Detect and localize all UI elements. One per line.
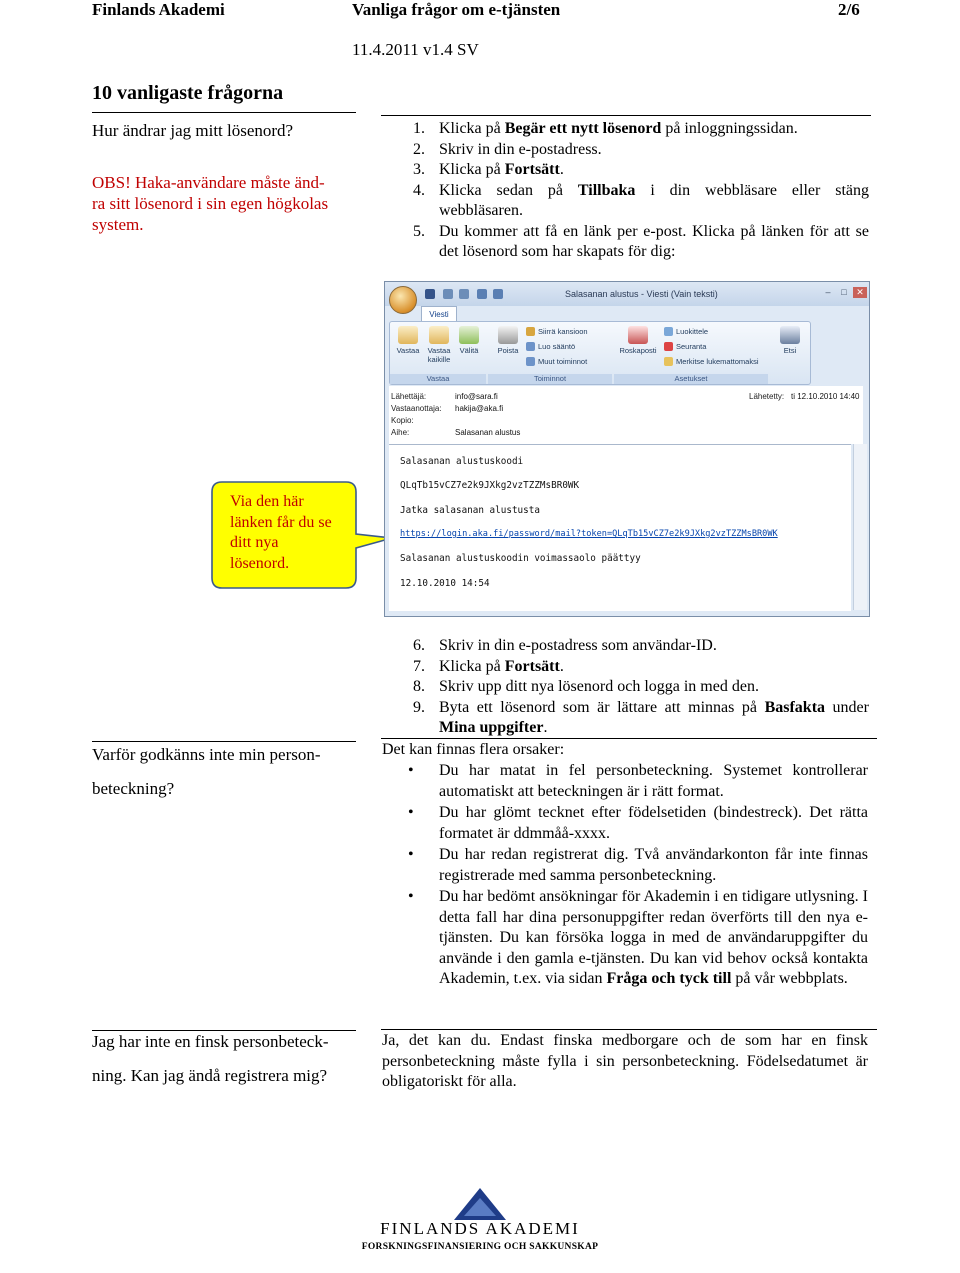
delete-button[interactable]: Poista <box>494 326 522 355</box>
email-screenshot <box>384 281 870 617</box>
from-value: info@sara.fi <box>455 392 498 401</box>
logo-name: FINLANDS AKADEMI <box>380 1219 580 1238</box>
q2-intro: Det kan finnas flera orsaker: <box>382 741 565 758</box>
header-version: 11.4.2011 v1.4 SV <box>352 40 479 59</box>
header-doc-title: Vanliga frågor om e-tjänsten <box>352 0 561 19</box>
find-button[interactable]: Etsi <box>776 326 804 355</box>
category-icon <box>664 327 673 336</box>
q2-question: Varför godkänns inte min person- beteckning? <box>92 745 321 798</box>
subject-value: Salasanan alustus <box>455 428 521 437</box>
group-label: Vastaa <box>390 374 486 384</box>
to-value: hakija@aka.fi <box>455 404 504 413</box>
cc-label: Kopio: <box>391 416 414 425</box>
to-label: Vastaanottaja: <box>391 404 442 413</box>
body-line: Salasanan alustuskoodi <box>400 456 524 467</box>
body-line: QLqTb15vCZ7e2k9JXkg2vzTZZMsBR0WK <box>400 480 580 491</box>
list-item: 6. Skriv in din e-postadress som användar-ID. <box>413 637 717 654</box>
create-rule-button[interactable]: Luo sääntö <box>526 342 575 351</box>
body-line: 12.10.2010 14:54 <box>400 578 490 589</box>
callout-text: Via den här länken får du se ditt nya lösenord. <box>230 493 332 572</box>
email-header <box>389 386 863 444</box>
list-item: 4. Klicka sedan på Tillbaka i din webbläsare eller stäng webbläsaren. <box>413 181 869 219</box>
sent-label: Lähetetty: <box>749 392 785 401</box>
categorize-button[interactable]: Luokittele <box>664 327 708 336</box>
forward-button[interactable]: Välitä <box>456 326 482 355</box>
list-item: • Du har bedömt ansökningar för Akademin i en tidigare utlysning. I detta fall har dina personuppgifter redan överförts till den nya e-tjänsten. Du kan försöka logga in med de användaruppgifter du använde i den gamla e-tjänsten. Du kan vid behov också kontakta Akademin, t.ex. via sidan Fråga och tyck till på vår webbplats. <box>408 888 868 987</box>
down-arrow-icon <box>493 289 503 299</box>
junk-icon <box>628 326 648 344</box>
actions-icon <box>526 357 535 366</box>
list-item: 7. Klicka på Fortsätt. <box>413 657 564 675</box>
q1-steps-continued <box>413 636 869 739</box>
undo-icon <box>443 289 453 299</box>
q1-steps <box>413 119 869 263</box>
reply-icon <box>398 326 418 344</box>
office-button-icon[interactable] <box>389 286 417 314</box>
list-item: 1. Klicka på Begär ett nytt lösenord på inloggningssidan. <box>413 120 798 137</box>
password-reset-link[interactable]: https://login.aka.fi/password/mail?token=QLqTb15vCZ7e2k9JXkg2vzTZZMsBR0WK <box>400 529 778 539</box>
email-titlebar <box>385 282 869 306</box>
other-actions-button[interactable]: Muut toiminnot <box>526 357 587 366</box>
save-icon <box>425 289 435 299</box>
body-line: Salasanan alustuskoodin voimassaolo päättyy <box>400 553 641 564</box>
follow-up-button[interactable]: Seuranta <box>664 342 706 351</box>
logo-triangle-icon <box>452 1186 508 1222</box>
list-item: 9. Byta ett lösenord som är lättare att minnas på Basfakta under Mina uppgifter. <box>413 698 869 736</box>
q3-rule <box>381 1029 877 1030</box>
minimize-icon[interactable]: – <box>825 287 831 297</box>
q3-answer: Ja, det kan du. Endast finska medborgare och de som har en finsk personbeteckning måste fylla i sin personbeteckning. Födelsedatumet är obligatoriskt för alla. <box>382 1032 868 1090</box>
envelope-icon <box>664 357 673 366</box>
mark-unread-button[interactable]: Merkitse lukemattomaksi <box>664 357 759 366</box>
list-item: • Du har redan registrerat dig. Två användarkonton får inte finnas registrerade med samma personbeteckning. <box>408 846 868 884</box>
flag-icon <box>664 342 673 351</box>
subject-label: Aihe: <box>391 428 410 437</box>
tab-viesti[interactable]: Viesti <box>421 306 457 322</box>
q3-question: Jag har inte en finsk personbeteck- ning. Kan jag ändå registrera mig? <box>92 1032 329 1085</box>
reply-all-button[interactable]: Vastaa kaikille <box>424 326 454 364</box>
body-line: Jatka salasanan alustusta <box>400 505 540 516</box>
group-label: Toiminnot <box>488 374 612 384</box>
email-body <box>389 444 851 611</box>
redo-icon <box>459 289 469 299</box>
list-item: • Du har matat in fel personbeteckning. Systemet kontrollerar automatiskt att beteckningen är i rätt format. <box>408 762 868 800</box>
q1-note: OBS! Haka-användare måste änd- ra sitt lösenord i sin egen högkolas system. <box>92 173 329 234</box>
scrollbar[interactable] <box>853 444 867 610</box>
delete-icon <box>498 326 518 344</box>
list-item: 3. Klicka på Fortsätt. <box>413 161 564 178</box>
title-rule <box>92 112 356 113</box>
reply-all-icon <box>429 326 449 344</box>
q1-question: Hur ändrar jag mitt lösenord? <box>92 121 294 140</box>
maximize-icon[interactable]: □ <box>841 287 847 297</box>
group-label: Asetukset <box>614 374 768 384</box>
reply-button[interactable]: Vastaa <box>394 326 422 355</box>
q1-rule <box>381 115 871 116</box>
list-item: 5. Du kommer att få en länk per e-post. Klicka på länken för att se det lösenord som har skapats för dig: <box>413 222 869 260</box>
q2-reasons <box>382 761 868 991</box>
from-label: Lähettäjä: <box>391 392 427 401</box>
up-arrow-icon <box>477 289 487 299</box>
email-window-title: Salasanan alustus - Viesti (Vain teksti) <box>565 289 718 299</box>
folder-icon <box>526 327 535 336</box>
list-item: 2. Skriv in din e-postadress. <box>413 140 602 158</box>
close-icon[interactable]: ✕ <box>853 287 867 298</box>
junk-button[interactable]: Roskaposti <box>616 326 660 355</box>
binoculars-icon <box>780 326 800 344</box>
forward-icon <box>459 326 479 344</box>
sent-value: ti 12.10.2010 14:40 <box>791 392 860 401</box>
ribbon <box>389 321 811 385</box>
section-title: 10 vanligaste frågorna <box>92 82 284 104</box>
move-to-folder-button[interactable]: Siirrä kansioon <box>526 327 588 336</box>
logo-tagline: FORSKNINGSFINANSIERING OCH SAKKUNSKAP <box>361 1242 599 1252</box>
rule-icon <box>526 342 535 351</box>
header-page-number: 2/6 <box>838 0 860 19</box>
header-org: Finlands Akademi <box>92 0 225 19</box>
list-item: • Du har glömt tecknet efter födelsetiden (bindestreck). Det rätta formatet är ddmmåå-xxxx. <box>408 804 868 842</box>
list-item: 8. Skriv upp ditt nya lösenord och logga in med den. <box>413 678 759 695</box>
q2-rule <box>381 738 877 739</box>
